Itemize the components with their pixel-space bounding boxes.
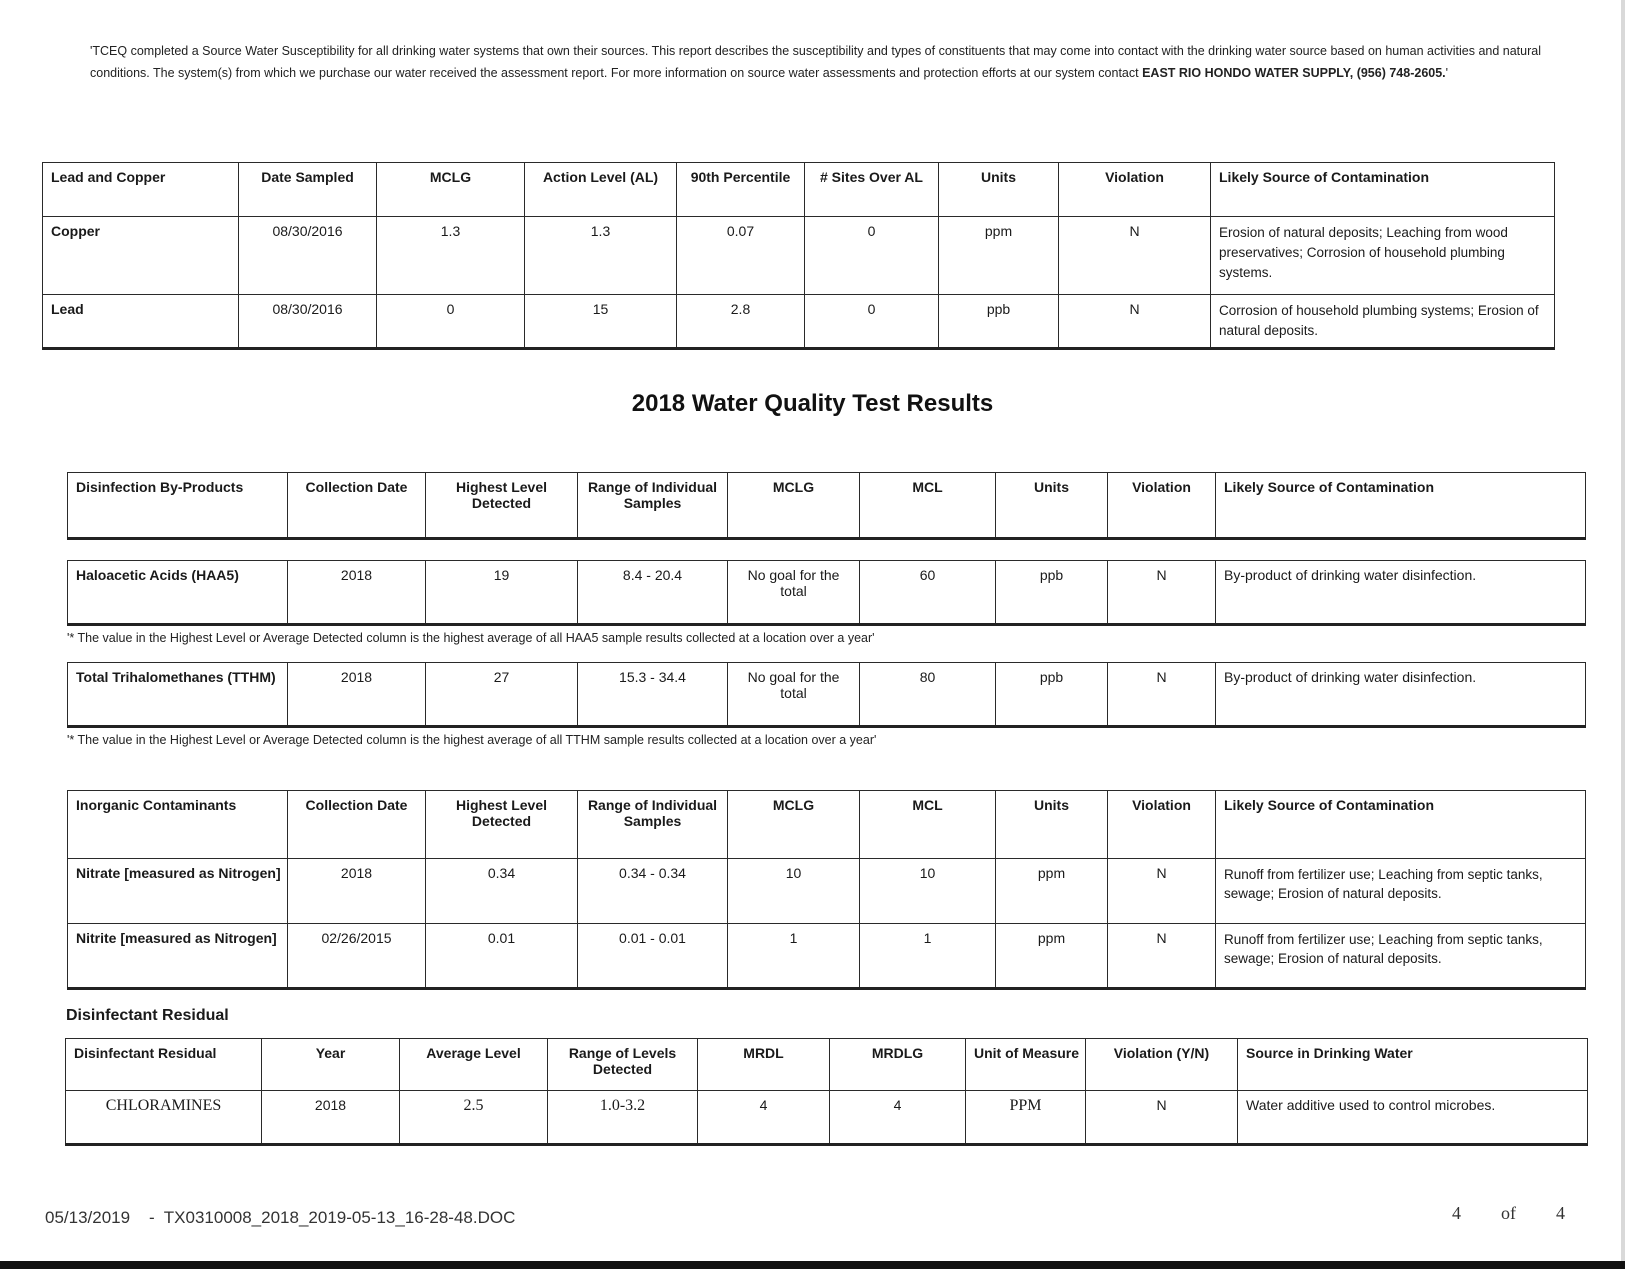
table-cell: Corrosion of household plumbing systems; Erosion of natural deposits. bbox=[1211, 295, 1555, 349]
tthm-table bbox=[67, 662, 1586, 728]
table-cell: Erosion of natural deposits; Leaching from wood preservatives; Corrosion of household plumbing systems. bbox=[1211, 217, 1555, 295]
table-cell: 15.3 - 34.4 bbox=[578, 663, 728, 727]
page-number bbox=[1412, 1203, 1565, 1224]
column-header: Action Level (AL) bbox=[525, 163, 677, 217]
table-cell: N bbox=[1059, 295, 1211, 349]
column-header: Disinfectant Residual bbox=[66, 1039, 262, 1091]
table-row bbox=[68, 663, 1586, 727]
table-cell: N bbox=[1108, 924, 1216, 989]
table-cell: 0.01 - 0.01 bbox=[578, 924, 728, 989]
intro-text: 'TCEQ completed a Source Water Susceptibility for all drinking water systems that own their sources. This report describes the susceptibility and types of constituents that may come into contact with the drinking water source based on human activities and natural conditions. The system(s) from which we purchase our water received the assessment report. For more information on source water assessments and protection efforts at our system contact bbox=[90, 44, 1541, 80]
table-cell: 2018 bbox=[288, 663, 426, 727]
column-header: Inorganic Contaminants bbox=[68, 791, 288, 859]
column-header: MRDL bbox=[698, 1039, 830, 1091]
table-cell: 0.07 bbox=[677, 217, 805, 295]
table-cell: N bbox=[1059, 217, 1211, 295]
column-header: Units bbox=[996, 791, 1108, 859]
table-cell: 8.4 - 20.4 bbox=[578, 561, 728, 625]
column-header: Likely Source of Contamination bbox=[1216, 791, 1586, 859]
column-header: Collection Date bbox=[288, 791, 426, 859]
table-cell: 1.0-3.2 bbox=[548, 1091, 698, 1145]
table-cell: 0 bbox=[805, 217, 939, 295]
table-cell: 2018 bbox=[288, 561, 426, 625]
table-cell: 2018 bbox=[262, 1091, 400, 1145]
column-header: Date Sampled bbox=[239, 163, 377, 217]
table-cell: 2018 bbox=[288, 859, 426, 924]
column-header: MCL bbox=[860, 473, 996, 539]
lead-copper-table bbox=[42, 162, 1555, 350]
table-row bbox=[68, 561, 1586, 625]
intro-paragraph bbox=[90, 40, 1565, 84]
page-edge-bottom bbox=[0, 1261, 1625, 1269]
table-cell: ppb bbox=[996, 663, 1108, 727]
column-header: MCL bbox=[860, 791, 996, 859]
table-cell: Runoff from fertilizer use; Leaching from septic tanks, sewage; Erosion of natural deposits. bbox=[1216, 924, 1586, 989]
column-header: Violation bbox=[1108, 473, 1216, 539]
column-header: Source in Drinking Water bbox=[1238, 1039, 1588, 1091]
table-cell: By-product of drinking water disinfection. bbox=[1216, 561, 1586, 625]
section-title: 2018 Water Quality Test Results bbox=[631, 390, 994, 417]
table-cell: ppm bbox=[939, 217, 1059, 295]
column-header: Range of Individual Samples bbox=[578, 473, 728, 539]
table-cell: 0.34 bbox=[426, 859, 578, 924]
table-header-row bbox=[68, 473, 1586, 539]
disinfectant-residual-heading: Disinfectant Residual bbox=[66, 1007, 229, 1024]
footer-filename: 05/13/2019 - TX0310008_2018_2019-05-13_16-28-48.DOC bbox=[45, 1208, 516, 1227]
table-cell: No goal for the total bbox=[728, 663, 860, 727]
total-pages: 4 bbox=[1556, 1203, 1565, 1223]
dbp-header-table bbox=[67, 472, 1586, 540]
table-row bbox=[68, 924, 1586, 989]
table-cell: Total Trihalomethanes (TTHM) bbox=[68, 663, 288, 727]
table-cell: N bbox=[1108, 561, 1216, 625]
table-cell: 10 bbox=[860, 859, 996, 924]
inorganic-table bbox=[67, 790, 1586, 990]
table-cell: 80 bbox=[860, 663, 996, 727]
table-cell: 0 bbox=[805, 295, 939, 349]
table-cell: 60 bbox=[860, 561, 996, 625]
table-cell: 1 bbox=[860, 924, 996, 989]
page-of-label: of bbox=[1501, 1203, 1516, 1223]
table-cell: Runoff from fertilizer use; Leaching from septic tanks, sewage; Erosion of natural deposits. bbox=[1216, 859, 1586, 924]
table-cell: 08/30/2016 bbox=[239, 295, 377, 349]
residual-table bbox=[65, 1038, 1588, 1146]
column-header: Collection Date bbox=[288, 473, 426, 539]
table-header-row bbox=[68, 791, 1586, 859]
table-cell: 1.3 bbox=[377, 217, 525, 295]
table-cell: 02/26/2015 bbox=[288, 924, 426, 989]
table-header-row bbox=[66, 1039, 1588, 1091]
column-header: Range of Levels Detected bbox=[548, 1039, 698, 1091]
column-header: Violation bbox=[1059, 163, 1211, 217]
column-header: Units bbox=[939, 163, 1059, 217]
column-header: Violation bbox=[1108, 791, 1216, 859]
table-cell: 08/30/2016 bbox=[239, 217, 377, 295]
table-cell: 19 bbox=[426, 561, 578, 625]
table-cell: ppb bbox=[996, 561, 1108, 625]
column-header: # Sites Over AL bbox=[805, 163, 939, 217]
column-header: Lead and Copper bbox=[43, 163, 239, 217]
table-cell: Copper bbox=[43, 217, 239, 295]
table-cell: 4 bbox=[830, 1091, 966, 1145]
table-cell: 1 bbox=[728, 924, 860, 989]
column-header: MRDLG bbox=[830, 1039, 966, 1091]
table-cell: 0.34 - 0.34 bbox=[578, 859, 728, 924]
table-cell: Lead bbox=[43, 295, 239, 349]
table-cell: No goal for the total bbox=[728, 561, 860, 625]
table-header-row bbox=[43, 163, 1555, 217]
column-header: 90th Percentile bbox=[677, 163, 805, 217]
column-header: Units bbox=[996, 473, 1108, 539]
tthm-footnote: '* The value in the Highest Level or Average Detected column is the highest average of all TTHM sample results collected at a location over a year' bbox=[67, 733, 877, 747]
table-cell: 15 bbox=[525, 295, 677, 349]
haa5-table bbox=[67, 560, 1586, 626]
table-cell: ppm bbox=[996, 924, 1108, 989]
column-header: Highest Level Detected bbox=[426, 791, 578, 859]
table-cell: 0 bbox=[377, 295, 525, 349]
current-page: 4 bbox=[1452, 1203, 1461, 1223]
column-header: Disinfection By-Products bbox=[68, 473, 288, 539]
column-header: Likely Source of Contamination bbox=[1211, 163, 1555, 217]
column-header: MCLG bbox=[728, 473, 860, 539]
table-cell: ppm bbox=[996, 859, 1108, 924]
table-row bbox=[43, 295, 1555, 349]
table-cell: 2.8 bbox=[677, 295, 805, 349]
table-cell: 1.3 bbox=[525, 217, 677, 295]
table-cell: N bbox=[1108, 663, 1216, 727]
intro-text-end: ' bbox=[1445, 66, 1449, 80]
table-cell: Water additive used to control microbes. bbox=[1238, 1091, 1588, 1145]
column-header: Average Level bbox=[400, 1039, 548, 1091]
column-header: MCLG bbox=[377, 163, 525, 217]
table-row bbox=[66, 1091, 1588, 1145]
haa5-footnote: '* The value in the Highest Level or Average Detected column is the highest average of all HAA5 sample results collected at a location over a year' bbox=[67, 631, 875, 645]
table-cell: 0.01 bbox=[426, 924, 578, 989]
table-cell: Haloacetic Acids (HAA5) bbox=[68, 561, 288, 625]
column-header: Unit of Measure bbox=[966, 1039, 1086, 1091]
table-cell: CHLORAMINES bbox=[66, 1091, 262, 1145]
table-cell: ppb bbox=[939, 295, 1059, 349]
column-header: Year bbox=[262, 1039, 400, 1091]
table-cell: Nitrate [measured as Nitrogen] bbox=[68, 859, 288, 924]
column-header: Range of Individual Samples bbox=[578, 791, 728, 859]
contact-info: EAST RIO HONDO WATER SUPPLY, (956) 748-2605. bbox=[1142, 66, 1446, 80]
table-cell: N bbox=[1108, 859, 1216, 924]
table-row bbox=[43, 217, 1555, 295]
column-header: Highest Level Detected bbox=[426, 473, 578, 539]
column-header: Likely Source of Contamination bbox=[1216, 473, 1586, 539]
page-edge bbox=[1621, 0, 1625, 1269]
table-cell: 27 bbox=[426, 663, 578, 727]
table-cell: 10 bbox=[728, 859, 860, 924]
table-cell: 4 bbox=[698, 1091, 830, 1145]
table-cell: PPM bbox=[966, 1091, 1086, 1145]
table-cell: By-product of drinking water disinfection. bbox=[1216, 663, 1586, 727]
table-cell: 2.5 bbox=[400, 1091, 548, 1145]
column-header: Violation (Y/N) bbox=[1086, 1039, 1238, 1091]
table-row bbox=[68, 859, 1586, 924]
column-header: MCLG bbox=[728, 791, 860, 859]
table-cell: N bbox=[1086, 1091, 1238, 1145]
table-cell: Nitrite [measured as Nitrogen] bbox=[68, 924, 288, 989]
